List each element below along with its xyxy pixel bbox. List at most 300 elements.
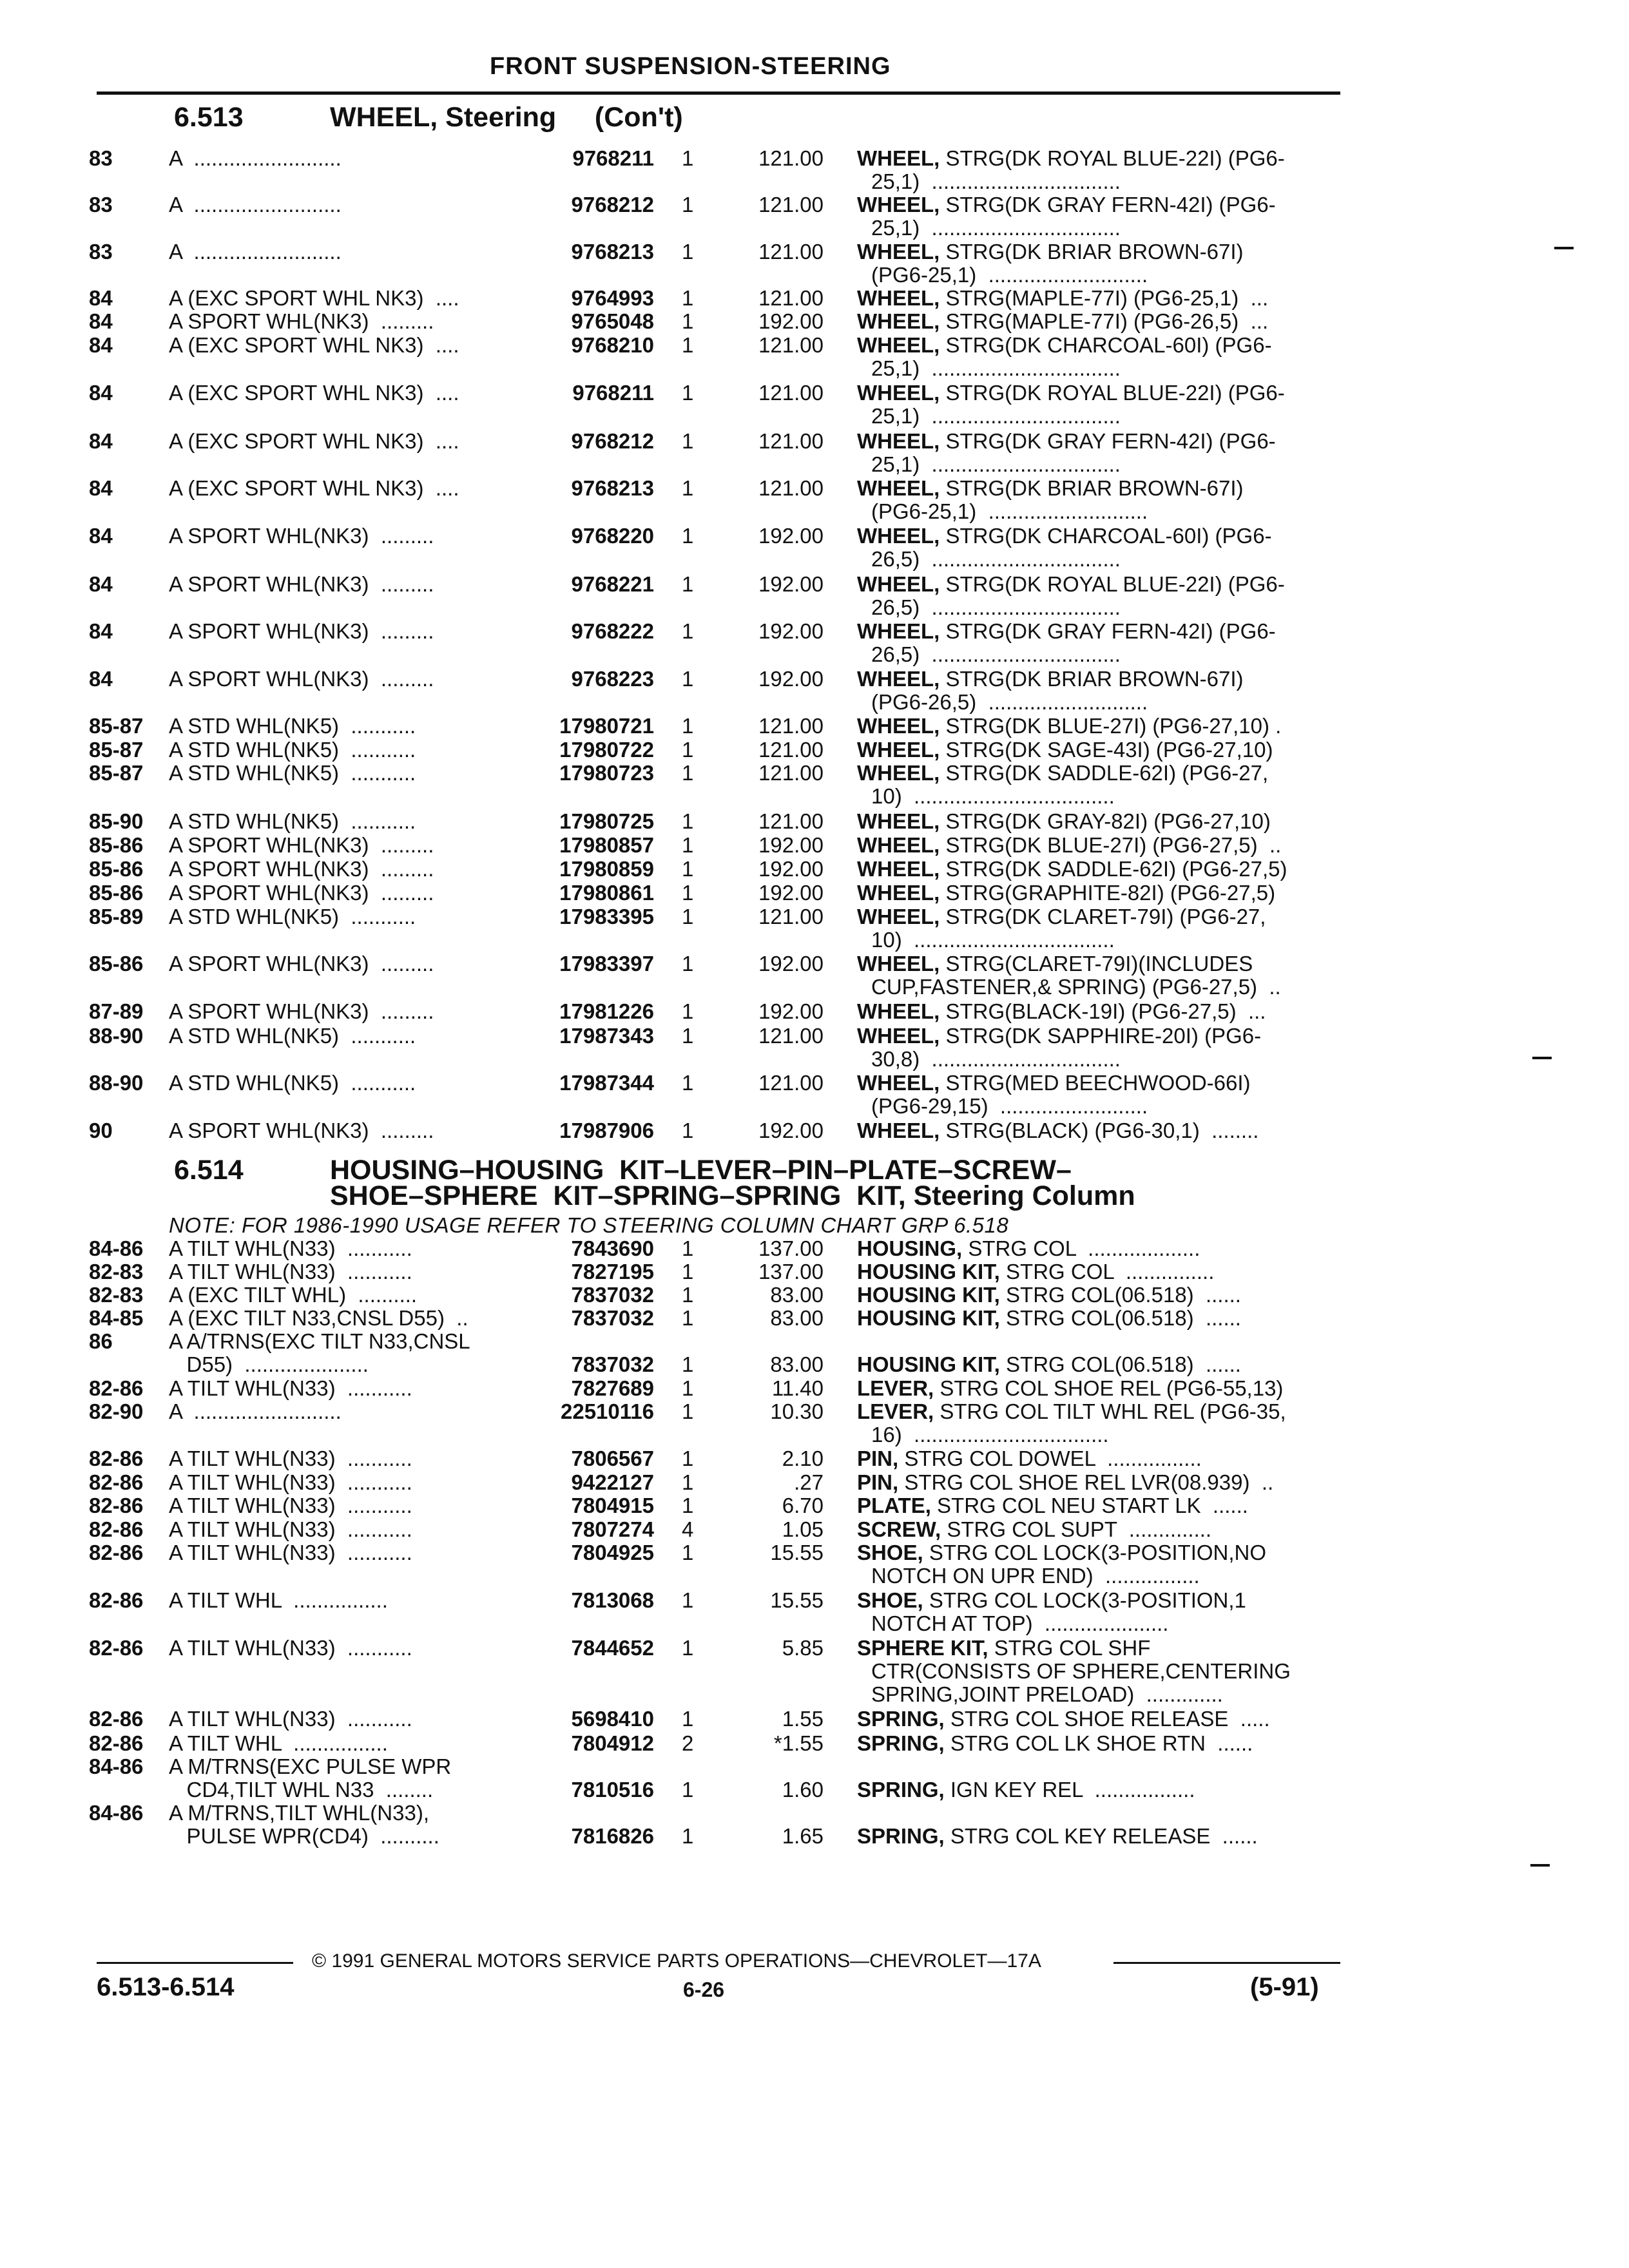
price: 121.00 [758,476,824,500]
model-years: 82-90 [89,1399,144,1423]
section-number: 6.513 [174,102,244,133]
price: 6.70 [782,1494,824,1517]
quantity: 4 [682,1517,694,1541]
quantity: 1 [682,667,694,691]
usage-description: A TILT WHL(N33) ........... [169,1636,412,1660]
part-name: WHEEL, [857,857,940,881]
quantity: 1 [682,524,694,548]
part-detail: STRG COL LK SHOE RTN ...... [944,1731,1253,1755]
quantity: 1 [682,1024,694,1048]
part-name: WHEEL, [857,952,940,975]
usage-description: A (EXC SPORT WHL NK3) .... [169,333,459,357]
part-detail: STRG(DK ROYAL BLUE-22I) (PG6- [940,572,1285,596]
part-description-continued: (PG6-25,1) ........................... [871,499,1148,523]
part-number: 9768221 [571,572,654,596]
price: 121.00 [758,381,824,405]
quantity: 1 [682,857,694,881]
part-number: 9768213 [571,476,654,500]
price: 1.60 [782,1778,824,1802]
part-name: LEVER, [857,1376,934,1400]
usage-description: A SPORT WHL(NK3) ......... [169,619,434,643]
part-detail: STRG COL(06.518) ...... [999,1283,1241,1307]
part-name: WHEEL, [857,1071,940,1095]
model-years: 85-87 [89,738,144,762]
part-detail: STRG COL NEU START LK ...... [930,1494,1248,1517]
quantity: 1 [682,999,694,1023]
part-detail: STRG(DK BLUE-27I) (PG6-27,10) . [940,714,1282,738]
model-years: 85-87 [89,714,144,738]
price: 192.00 [758,999,824,1023]
model-years: 84 [89,572,113,596]
usage-description: A ......................... [169,240,342,264]
part-description [857,905,1266,928]
part-description [857,1637,1150,1660]
part-detail: STRG(DK BRIAR BROWN-67I) [940,240,1244,264]
usage-description: CD4,TILT WHL N33 ........ [169,1778,434,1802]
part-description [857,1237,1200,1260]
quantity: 1 [682,1352,694,1376]
part-name: PIN, [857,1446,899,1470]
model-years: 82-86 [89,1636,144,1660]
price: 2.10 [782,1446,824,1470]
quantity: 1 [682,476,694,500]
part-description-continued: (PG6-25,1) ........................... [871,263,1148,287]
quantity: 1 [682,1778,694,1802]
price: 192.00 [758,572,824,596]
usage-description: A (EXC TILT WHL) .......... [169,1283,418,1307]
model-years: 85-87 [89,761,144,785]
price: 192.00 [758,1119,824,1142]
part-description [857,430,1276,453]
part-description [857,715,1281,738]
usage-description: A (EXC SPORT WHL NK3) .... [169,286,459,310]
part-name: SPRING, [857,1731,945,1755]
part-description [857,310,1268,333]
part-description [857,147,1285,170]
part-name: WHEEL, [857,524,940,548]
usage-description: A TILT WHL(N33) ........... [169,1707,412,1731]
part-detail: STRG(MAPLE-77I) (PG6-25,1) ... [940,286,1269,310]
model-years: 87-89 [89,999,144,1023]
part-number: 17980725 [559,809,654,833]
quantity: 1 [682,1119,694,1142]
part-number: 17987344 [559,1071,654,1095]
model-years: 82-83 [89,1283,144,1307]
part-description [857,334,1272,357]
part-number: 7804925 [571,1541,654,1564]
model-years: 85-86 [89,881,144,905]
usage-description: A SPORT WHL(NK3) ......... [169,572,434,596]
part-detail: STRG(DK SADDLE-62I) (PG6-27, [940,761,1269,785]
price: 121.00 [758,809,824,833]
part-number: 7837032 [571,1352,654,1376]
model-years: 90 [89,1119,113,1142]
part-name: WHEEL, [857,309,940,333]
part-description [857,287,1268,310]
part-description [857,620,1276,643]
price: .27 [794,1470,824,1494]
part-name: SPRING, [857,1707,945,1731]
part-description [857,1494,1248,1517]
part-number: 7813068 [571,1588,654,1612]
part-detail: STRG COL SUPT .............. [941,1517,1212,1541]
price: 83.00 [770,1283,824,1307]
quantity: 1 [682,572,694,596]
quantity: 1 [682,1446,694,1470]
price: 83.00 [770,1306,824,1330]
part-description [857,1119,1258,1142]
footer-copyright: © 1991 GENERAL MOTORS SERVICE PARTS OPERATIONS—CHEVROLET—17A [312,1950,1041,1972]
price: 1.05 [782,1517,824,1541]
part-number: 7837032 [571,1283,654,1307]
part-description [857,240,1244,264]
quantity: 1 [682,1707,694,1731]
part-detail: STRG COL ............... [999,1260,1215,1283]
part-detail: STRG COL SHOE REL LVR(08.939) .. [898,1470,1274,1494]
price: 121.00 [758,738,824,762]
usage-description: A M/TRNS,TILT WHL(N33), [169,1801,429,1825]
part-name: HOUSING KIT, [857,1352,1000,1376]
part-description [857,1541,1266,1564]
price: 121.00 [758,333,824,357]
model-years: 85-86 [89,952,144,975]
part-detail: STRG(DK ROYAL BLUE-22I) (PG6- [940,381,1285,405]
part-detail: STRG(DK BRIAR BROWN-67I) [940,667,1244,691]
model-years: 84 [89,619,113,643]
part-detail: STRG(DK CHARCOAL-60I) (PG6- [940,333,1272,357]
part-name: WHEEL, [857,905,940,928]
part-detail: STRG COL DOWEL ................ [898,1446,1202,1470]
model-years: 82-86 [89,1494,144,1517]
usage-description: A TILT WHL ................ [169,1731,388,1755]
quantity: 1 [682,1376,694,1400]
part-name: WHEEL, [857,333,940,357]
quantity: 1 [682,381,694,405]
model-years: 84 [89,286,113,310]
part-name: PLATE, [857,1494,931,1517]
part-description-continued: NOTCH AT TOP) ..................... [871,1611,1169,1635]
part-description [857,762,1268,785]
part-description [857,524,1272,548]
usage-description: A SPORT WHL(NK3) ......... [169,881,434,905]
usage-description: A TILT WHL(N33) ........... [169,1494,412,1517]
part-description [857,573,1285,596]
part-number: 7827689 [571,1376,654,1400]
usage-note: NOTE: FOR 1986-1990 USAGE REFER TO STEERING COLUMN CHART GRP 6.518 [169,1213,1009,1237]
quantity: 1 [682,881,694,905]
model-years: 84 [89,429,113,453]
model-years: 85-90 [89,809,144,833]
usage-description: A TILT WHL(N33) ........... [169,1236,412,1260]
part-number: 17987906 [559,1119,654,1142]
part-description [857,1825,1258,1848]
model-years: 82-86 [89,1517,144,1541]
part-description [857,1447,1202,1470]
part-number: 17980857 [559,833,654,857]
part-name: WHEEL, [857,881,940,905]
model-years: 84 [89,667,113,691]
part-detail: STRG(BLACK-19I) (PG6-27,5) ... [940,999,1266,1023]
part-number: 17980722 [559,738,654,762]
model-years: 84 [89,333,113,357]
part-description [857,1000,1266,1023]
part-number: 7806567 [571,1446,654,1470]
model-years: 84 [89,309,113,333]
part-description [857,381,1285,405]
part-name: WHEEL, [857,193,940,216]
usage-description: A SPORT WHL(NK3) ......... [169,952,434,975]
part-number: 7804912 [571,1731,654,1755]
quantity: 1 [682,1470,694,1494]
part-description-continued: NOTCH ON UPR END) ................ [871,1564,1200,1588]
model-years: 84-86 [89,1801,144,1825]
part-detail: STRG COL TILT WHL REL (PG6-35, [934,1399,1286,1423]
usage-description: A STD WHL(NK5) ........... [169,1024,416,1048]
price: 10.30 [770,1399,824,1423]
quantity: 1 [682,1494,694,1517]
part-detail: STRG(DK SAPPHIRE-20I) (PG6- [940,1024,1262,1048]
part-number: 17983395 [559,905,654,928]
margin-mark [1532,1057,1552,1059]
part-name: WHEEL, [857,667,940,691]
part-description-continued: (PG6-26,5) ........................... [871,690,1148,714]
part-detail: STRG(DK SADDLE-62I) (PG6-27,5) [940,857,1287,881]
part-number: 9768223 [571,667,654,691]
price: 192.00 [758,619,824,643]
part-detail: STRG(MAPLE-77I) (PG6-26,5) ... [940,309,1269,333]
part-detail: STRG COL LOCK(3-POSITION,NO [923,1541,1267,1564]
usage-description: A TILT WHL(N33) ........... [169,1446,412,1470]
part-description [857,1024,1261,1048]
quantity: 1 [682,738,694,762]
usage-description: A A/TRNS(EXC TILT N33,CNSL [169,1329,470,1353]
usage-description: A SPORT WHL(NK3) ......... [169,1119,434,1142]
usage-description: A (EXC SPORT WHL NK3) .... [169,381,459,405]
part-number: 7837032 [571,1306,654,1330]
part-name: WHEEL, [857,381,940,405]
usage-description: A STD WHL(NK5) ........... [169,761,416,785]
part-description [857,1377,1283,1400]
quantity: 1 [682,619,694,643]
section-number: 6.514 [174,1155,244,1186]
part-description [857,1353,1241,1376]
part-detail: STRG(DK CHARCOAL-60I) (PG6- [940,524,1272,548]
part-detail: STRG(DK GRAY FERN-42I) (PG6- [940,193,1276,216]
part-number: 22510116 [560,1399,654,1423]
price: 11.40 [771,1376,824,1400]
part-description-continued: 10) .................................. [871,928,1115,952]
part-name: WHEEL, [857,572,940,596]
part-description [857,1589,1246,1612]
usage-description: A TILT WHL(N33) ........... [169,1260,412,1283]
part-description-continued: 25,1) ................................ [871,404,1121,428]
footer-page-number: 6-26 [683,1978,725,2001]
part-description-continued: 26,5) ................................ [871,547,1121,571]
part-detail: STRG COL SHOE REL (PG6-55,13) [934,1376,1284,1400]
price: 121.00 [758,714,824,738]
part-description [857,810,1271,833]
part-detail: STRG(DK BLUE-27I) (PG6-27,5) .. [940,833,1282,857]
quantity: 1 [682,714,694,738]
quantity: 1 [682,809,694,833]
part-detail: STRG COL KEY RELEASE ...... [944,1824,1258,1848]
part-name: WHEEL, [857,476,940,500]
part-number: 17980861 [559,881,654,905]
usage-description: A STD WHL(NK5) ........... [169,905,416,928]
part-name: SPRING, [857,1778,945,1802]
model-years: 82-86 [89,1376,144,1400]
part-name: WHEEL, [857,429,940,453]
part-name: SHOE, [857,1588,923,1612]
price: 121.00 [758,1071,824,1095]
usage-description: A ......................... [169,1399,342,1423]
part-name: HOUSING KIT, [857,1283,1000,1307]
part-detail: STRG(MED BEECHWOOD-66I) [940,1071,1251,1095]
part-number: 5698410 [571,1707,654,1731]
part-description-continued: 25,1) ................................ [871,452,1121,476]
part-name: WHEEL, [857,761,940,785]
part-name: HOUSING, [857,1236,963,1260]
quantity: 1 [682,1236,694,1260]
price: 121.00 [758,286,824,310]
quantity: 1 [682,1588,694,1612]
quantity: 1 [682,333,694,357]
footer-date: (5-91) [1250,1973,1319,2001]
section-title-line1: HOUSING–HOUSING KIT–LEVER–PIN–PLATE–SCREW– [330,1155,1072,1186]
part-number: 17983397 [559,952,654,975]
usage-description: A TILT WHL(N33) ........... [169,1470,412,1494]
part-number: 9768210 [571,333,654,357]
price: 192.00 [758,857,824,881]
part-name: WHEEL, [857,809,940,833]
model-years: 84-86 [89,1754,144,1778]
part-name: WHEEL, [857,146,940,170]
part-detail: STRG COL SHOE RELEASE ..... [944,1707,1270,1731]
part-number: 17980859 [559,857,654,881]
model-years: 84-85 [89,1306,144,1330]
price: 15.55 [770,1588,824,1612]
part-number: 17987343 [559,1024,654,1048]
part-detail: STRG(DK GRAY FERN-42I) (PG6- [940,619,1276,643]
part-name: WHEEL, [857,619,940,643]
quantity: 1 [682,286,694,310]
part-description [857,1707,1270,1731]
usage-description: A STD WHL(NK5) ........... [169,738,416,762]
part-description [857,1518,1211,1541]
model-years: 84 [89,381,113,405]
quantity: 1 [682,1071,694,1095]
part-number: 7816826 [571,1824,654,1848]
part-description-continued: CTR(CONSISTS OF SPHERE,CENTERING [871,1659,1291,1683]
model-years: 85-86 [89,857,144,881]
quantity: 1 [682,193,694,216]
part-name: WHEEL, [857,240,940,264]
part-description-continued: CUP,FASTENER,& SPRING) (PG6-27,5) .. [871,975,1281,999]
part-description [857,1260,1214,1283]
part-name: PIN, [857,1470,899,1494]
part-number: 9768222 [571,619,654,643]
part-name: WHEEL, [857,1024,940,1048]
part-description-continued: 25,1) ................................ [871,169,1121,193]
part-detail: STRG(DK CLARET-79I) (PG6-27, [940,905,1266,928]
usage-description: A M/TRNS(EXC PULSE WPR [169,1754,452,1778]
part-number: 7827195 [571,1260,654,1283]
price: 121.00 [758,193,824,216]
part-number: 7844652 [571,1636,654,1660]
quantity: 1 [682,761,694,785]
part-description [857,193,1276,216]
part-description-continued: (PG6-29,15) ......................... [871,1094,1148,1118]
price: 121.00 [758,429,824,453]
quantity: 1 [682,1260,694,1283]
part-number: 9768212 [571,193,654,216]
part-name: WHEEL, [857,1119,940,1142]
part-name: LEVER, [857,1399,934,1423]
part-description-continued: SPRING,JOINT PRELOAD) ............. [871,1682,1223,1706]
price: 15.55 [770,1541,824,1564]
model-years: 84 [89,524,113,548]
footer-rule-left [97,1962,293,1964]
model-years: 83 [89,146,113,170]
model-years: 82-86 [89,1470,144,1494]
part-description [857,1072,1251,1095]
quantity: 1 [682,146,694,170]
part-description [857,1778,1195,1802]
usage-description: A SPORT WHL(NK3) ......... [169,667,434,691]
section-title-line2: SHOE–SPHERE KIT–SPRING–SPRING KIT, Steering Column [330,1180,1135,1211]
part-number: 7843690 [571,1236,654,1260]
part-description [857,858,1287,881]
page-title: FRONT SUSPENSION-STEERING [490,53,891,80]
model-years: 82-86 [89,1731,144,1755]
model-years: 83 [89,240,113,264]
margin-mark [1554,247,1574,249]
price: 121.00 [758,905,824,928]
part-number: 9768212 [571,429,654,453]
part-number: 9768211 [572,381,654,405]
price: 83.00 [770,1352,824,1376]
price: 192.00 [758,833,824,857]
quantity: 1 [682,1399,694,1423]
quantity: 1 [682,905,694,928]
margin-mark [1530,1864,1550,1867]
quantity: 2 [682,1731,694,1755]
quantity: 1 [682,952,694,975]
section-title: WHEEL, Steering (Con't) [330,102,683,133]
usage-description: A SPORT WHL(NK3) ......... [169,857,434,881]
price: 192.00 [758,524,824,548]
part-description [857,1307,1241,1330]
part-description [857,738,1273,762]
price: 121.00 [758,761,824,785]
price: 121.00 [758,146,824,170]
part-name: SCREW, [857,1517,941,1541]
part-number: 17980723 [559,761,654,785]
part-number: 7804915 [571,1494,654,1517]
part-description-continued: 26,5) ................................ [871,642,1121,666]
model-years: 82-86 [89,1446,144,1470]
quantity: 1 [682,1636,694,1660]
price: 121.00 [758,240,824,264]
usage-description: A (EXC SPORT WHL NK3) .... [169,429,459,453]
usage-description: A ......................... [169,146,342,170]
usage-description: A STD WHL(NK5) ........... [169,1071,416,1095]
usage-description: A TILT WHL(N33) ........... [169,1376,412,1400]
part-detail: STRG(DK GRAY-82I) (PG6-27,10) [940,809,1271,833]
price: 137.00 [758,1260,824,1283]
part-detail: STRG(DK BRIAR BROWN-67I) [940,476,1244,500]
model-years: 86 [89,1329,113,1353]
